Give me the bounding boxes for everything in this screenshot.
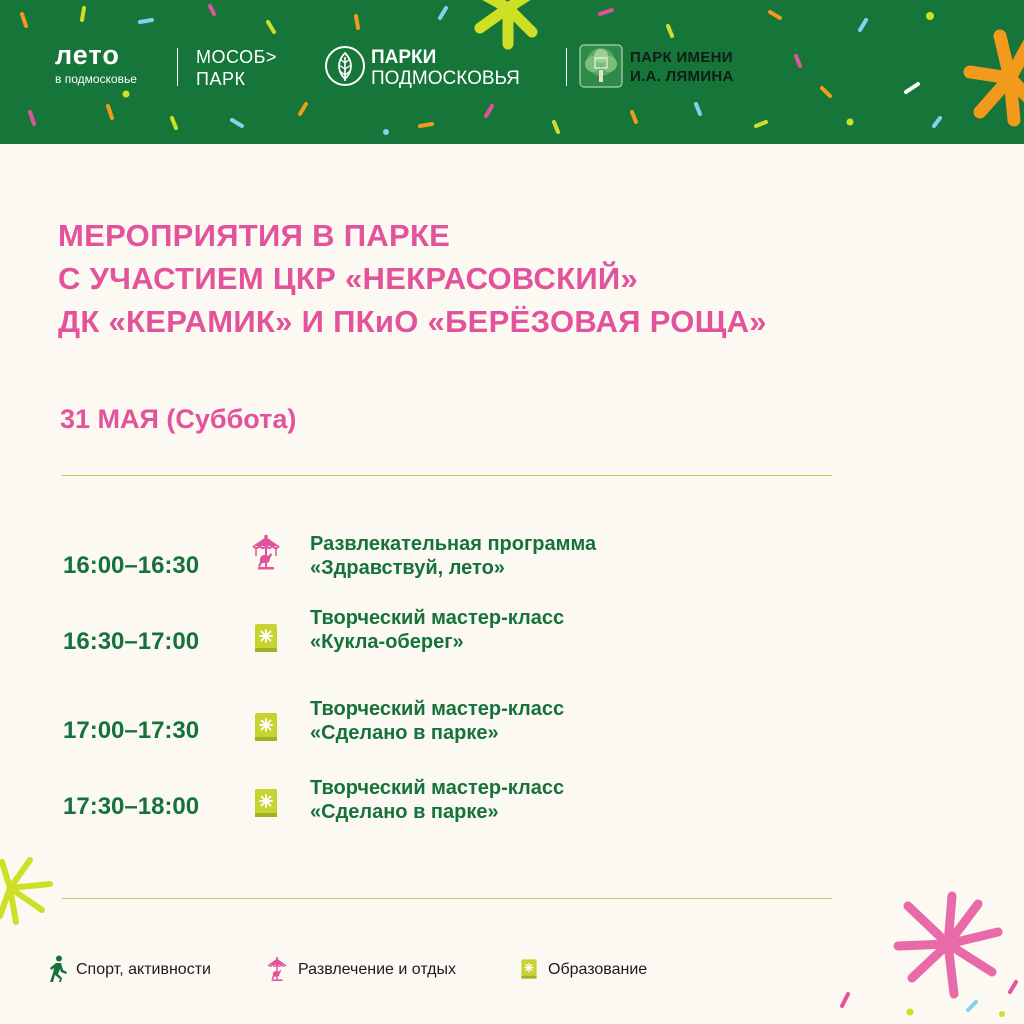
- book-icon: [250, 709, 282, 745]
- page-title-line1: МЕРОПРИЯТИЯ В ПАРКЕ: [58, 218, 451, 253]
- event-type: Творческий мастер-класс: [310, 698, 565, 720]
- logo-divider: [177, 48, 178, 86]
- parki-logo-line1: ПАРКИ: [371, 47, 437, 68]
- event-date: 31 МАЯ (Суббота): [60, 404, 297, 434]
- event-title: [310, 532, 596, 580]
- book-icon: [518, 955, 540, 983]
- page-title: [58, 214, 767, 343]
- schedule-row: [0, 697, 1024, 757]
- event-name: «Кукла-оберег»: [310, 631, 464, 653]
- legend-label: Образование: [548, 961, 648, 978]
- divider-top: [62, 475, 832, 476]
- event-title: [310, 606, 564, 654]
- logo-divider: [566, 48, 567, 86]
- leto-logo-subtitle: в подмосковье: [55, 72, 137, 86]
- lime-star-decoration: [0, 850, 60, 930]
- parki-podmoskovya-logo: [371, 47, 520, 89]
- event-name: «Сделано в парке»: [310, 801, 499, 823]
- park-lyamina-line2: И.А. ЛЯМИНА: [630, 68, 734, 85]
- event-time: 16:30–17:00: [63, 628, 200, 655]
- carousel-icon: [250, 534, 282, 570]
- schedule-row: [0, 532, 1024, 592]
- event-type: Развлекательная программа: [310, 533, 597, 555]
- carousel-icon: [266, 955, 288, 983]
- mosobpark-logo-line2: ПАРК: [196, 69, 246, 89]
- runner-icon: [48, 955, 70, 983]
- pink-star-decoration: [880, 882, 1024, 1024]
- schedule-row: [0, 776, 1024, 836]
- book-icon: [250, 620, 282, 656]
- page-title-line2: С УЧАСТИЕМ ЦКР «НЕКРАСОВСКИЙ»: [58, 261, 639, 296]
- park-lyamina-line1: ПАРК ИМЕНИ: [630, 49, 733, 66]
- leaf-logo-icon: [324, 45, 366, 87]
- event-title: [310, 776, 564, 824]
- schedule-row: [0, 606, 1024, 666]
- book-icon: [250, 785, 282, 821]
- event-title: [310, 697, 564, 745]
- legend-label: Спорт, активности: [76, 961, 211, 978]
- divider-bottom: [62, 898, 832, 899]
- mosobpark-logo-line1: МОСОБ>: [196, 47, 277, 67]
- event-name: «Здравствуй, лето»: [310, 557, 505, 579]
- event-type: Творческий мастер-класс: [310, 777, 565, 799]
- legend: [0, 955, 1024, 985]
- tree-logo-icon: [579, 44, 623, 88]
- event-type: Творческий мастер-класс: [310, 607, 565, 629]
- event-time: 17:30–18:00: [63, 793, 200, 820]
- event-time: 16:00–16:30: [63, 552, 200, 579]
- park-lyamina-logo: [630, 48, 734, 86]
- parki-logo-line2: ПОДМОСКОВЬЯ: [371, 68, 520, 89]
- confetti-piece: [836, 990, 856, 1010]
- event-time: 17:00–17:30: [63, 717, 200, 744]
- event-name: «Сделано в парке»: [310, 722, 499, 744]
- header-banner: [0, 0, 1024, 144]
- legend-label: Развлечение и отдых: [298, 961, 456, 978]
- mosobpark-logo: [196, 46, 277, 90]
- page-title-line3: ДК «КЕРАМИК» И ПКиО «БЕРЁЗОВАЯ РОЩА»: [58, 304, 767, 339]
- leto-logo-text: лето: [55, 40, 120, 70]
